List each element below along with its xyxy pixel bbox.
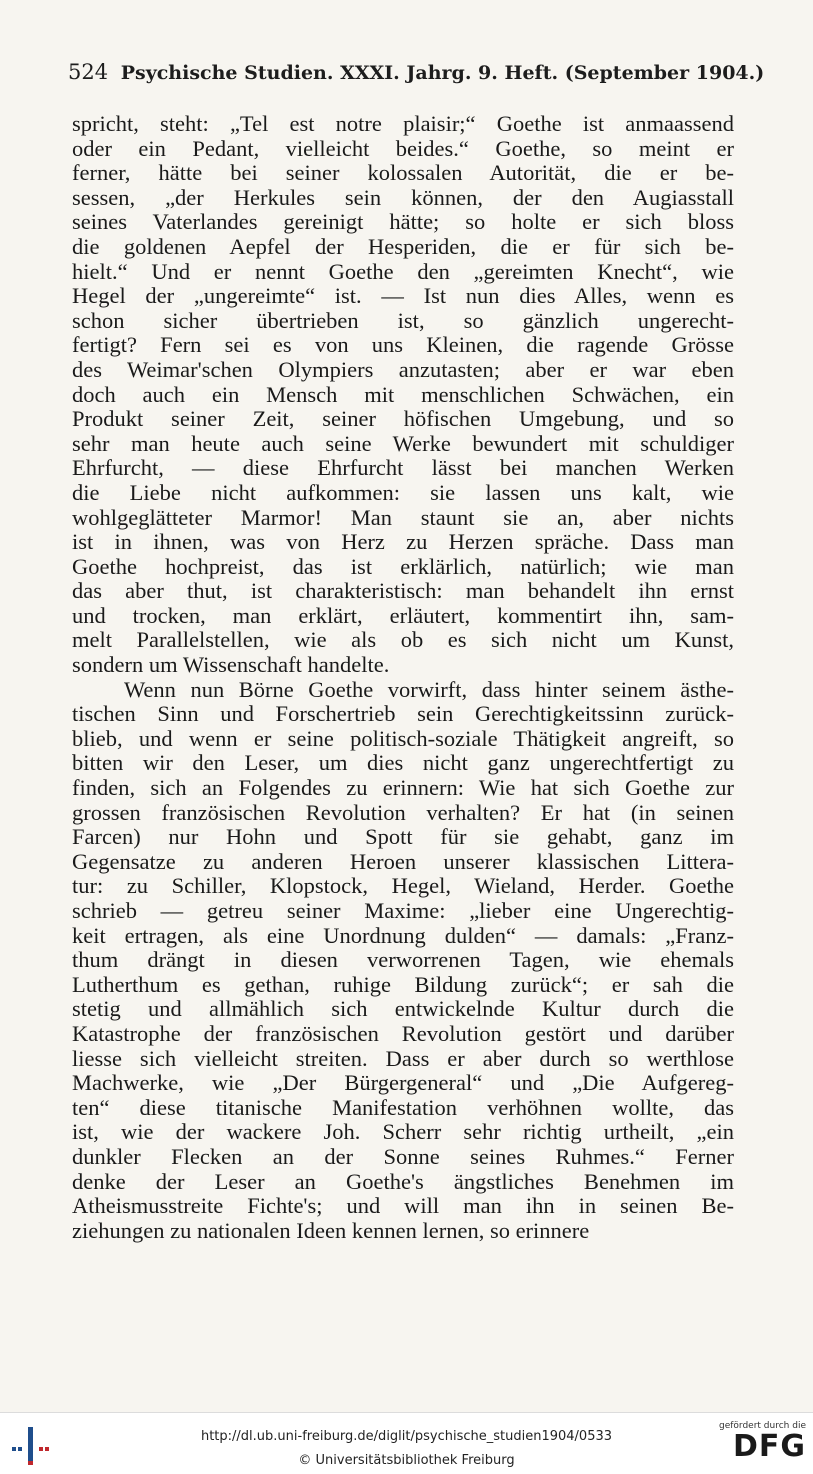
text-line: die goldenen Aepfel der Hesperiden, die er für sich be- xyxy=(72,233,734,259)
text-line: wohlgeglätteter Marmor! Man staunt sie an, aber nichts xyxy=(72,504,734,530)
copyright-notice: © Universitätsbibliothek Freiburg xyxy=(298,1453,515,1468)
text-line: spricht, steht: „Tel est notre plaisir;“ Goethe ist anmaassend xyxy=(72,111,734,136)
text-line: Machwerke, wie „Der Bürgergeneral“ und „Die Aufgereg- xyxy=(72,1070,734,1096)
text-line: schrieb — getreu seiner Maxime: „lieber eine Ungerechtig- xyxy=(72,898,734,923)
document-url[interactable]: http://dl.ub.uni-freiburg.de/diglit/psychische_studien1904/0533 xyxy=(200,1429,613,1444)
dfg-logo-icon[interactable] xyxy=(716,1421,806,1471)
text-line: dunkler Flecken an der Sonne seines Ruhmes.“ Ferner xyxy=(72,1143,734,1169)
text-line: sessen, „der Herkules sein können, der den Augiasstall xyxy=(72,184,734,210)
text-line: tischen Sinn und Forschertrieb sein Gerechtigkeitssinn zurück- xyxy=(72,701,734,727)
text-line: sehr man heute auch seine Werke bewundert mit schuldiger xyxy=(72,430,734,456)
text-line: tur: zu Schiller, Klopstock, Hegel, Wieland, Herder. Goethe xyxy=(72,873,734,899)
page-header xyxy=(68,60,765,88)
text-line: ferner, hätte bei seiner kolossalen Autorität, die er be- xyxy=(72,160,734,186)
text-line: ist in ihnen, was von Herz zu Herzen spräche. Dass man xyxy=(72,529,734,555)
text-line: Lutherthum es gethan, ruhige Bildung zurück“; er sah die xyxy=(72,971,734,997)
page-number: 524 xyxy=(68,60,109,84)
text-line: blieb, und wenn er seine politisch-soziale Thätigkeit angreift, so xyxy=(72,725,734,751)
text-line: ziehungen zu nationalen Ideen kennen lernen, so erinnere xyxy=(72,1217,590,1243)
text-line: stetig und allmählich sich entwickelnde Kultur durch die xyxy=(72,996,734,1022)
text-line: die Liebe nicht aufkommen: sie lassen uns kalt, wie xyxy=(72,479,734,505)
text-line: Katastrophe der französischen Revolution gestört und darüber xyxy=(72,1020,734,1046)
text-line: grossen französischen Revolution verhalten? Er hat (in seinen xyxy=(72,799,734,825)
text-line: Wenn nun Börne Goethe vorwirft, dass hinter seinem ästhe- xyxy=(124,676,734,702)
text-line: seines Vaterlandes gereinigt hätte; so holte er sich bloss xyxy=(72,209,734,235)
text-line: doch auch ein Mensch mit menschlichen Schwächen, ein xyxy=(72,381,734,407)
text-line: Produkt seiner Zeit, seiner höfischen Umgebung, und so xyxy=(72,406,734,432)
body-text xyxy=(72,112,734,1243)
text-line: des Weimar'schen Olympiers anzutasten; aber er war eben xyxy=(72,356,734,382)
text-line: fertigt? Fern sei es von uns Kleinen, die ragende Grösse xyxy=(72,332,734,358)
text-line: thum drängt in diesen verworrenen Tagen, wie ehemals xyxy=(72,947,734,973)
text-line: Farcen) nur Hohn und Spott für sie gehabt, ganz im xyxy=(72,824,734,850)
text-line: Goethe hochpreist, das ist erklärlich, natürlich; wie man xyxy=(72,553,734,579)
text-line: finden, sich an Folgendes zu erinnern: Wie hat sich Goethe zur xyxy=(72,775,734,801)
text-line: und trocken, man erklärt, erläutert, kommentirt ihn, sam- xyxy=(72,602,734,628)
text-line: ten“ diese titanische Manifestation verhöhnen wollte, das xyxy=(72,1094,734,1120)
text-line: hielt.“ Und er nennt Goethe den „gereimten Knecht“, wie xyxy=(72,258,734,284)
text-line: Ehrfurcht, — diese Ehrfurcht lässt bei manchen Werken xyxy=(72,455,734,481)
dfg-caption: gefördert durch die xyxy=(719,1421,806,1431)
dfg-wordmark: DFG xyxy=(732,1429,806,1464)
text-line: liesse sich vielleicht streiten. Dass er aber durch so werthlose xyxy=(72,1045,734,1071)
text-line: ist, wie der wackere Joh. Scherr sehr richtig urtheilt, „ein xyxy=(72,1119,734,1145)
viewer-footer xyxy=(0,1412,813,1474)
text-line: das aber thut, ist charakteristisch: man behandelt ihn ernst xyxy=(72,578,734,604)
text-line: Hegel der „ungereimte“ ist. — Ist nun dies Alles, wenn es xyxy=(72,283,734,309)
text-line: oder ein Pedant, vielleicht beides.“ Goethe, so meint er xyxy=(72,135,734,161)
text-line: bitten wir den Leser, um dies nicht ganz ungerechtfertigt zu xyxy=(72,750,734,776)
text-line: Gegensatze zu anderen Heroen unserer klassischen Littera- xyxy=(72,848,734,874)
text-line: melt Parallelstellen, wie als ob es sich nicht um Kunst, xyxy=(72,627,734,653)
text-line: Atheismusstreite Fichte's; und will man ihn in seinen Be- xyxy=(72,1193,734,1219)
text-line: schon sicher übertrieben ist, so gänzlich ungerecht- xyxy=(72,307,734,333)
text-line: keit ertragen, als eine Unordnung dulden“ — damals: „Franz- xyxy=(72,922,734,948)
text-line: denke der Leser an Goethe's ängstliches Benehmen im xyxy=(72,1168,734,1194)
text-line: sondern um Wissenschaft handelte. xyxy=(72,652,390,678)
running-title: Psychische Studien. XXXI. Jahrg. 9. Heft. (September 1904.) xyxy=(120,62,765,84)
